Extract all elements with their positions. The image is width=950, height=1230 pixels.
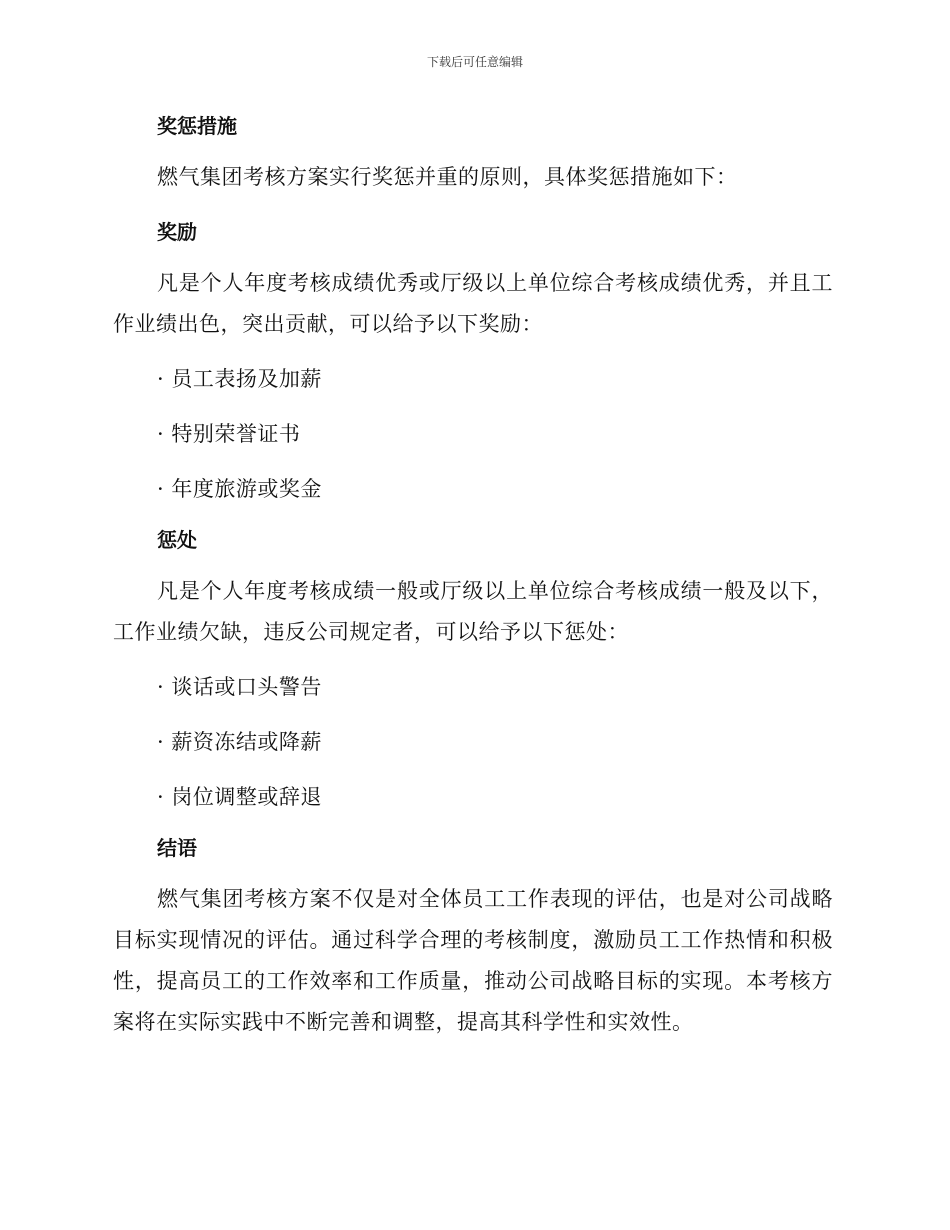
- paragraph-reward: 凡是个人年度考核成绩优秀或厅级以上单位综合考核成绩优秀，并且工作业绩出色，突出贡献，可以给予以下奖励：: [113, 271, 833, 336]
- heading-penalty: 惩处: [157, 528, 197, 552]
- paragraph-penalty: 凡是个人年度考核成绩一般或厅级以上单位综合考核成绩一般及以下，工作业绩欠缺，违反公司规定者，可以给予以下惩处：: [113, 579, 833, 644]
- list-item-reward-2: · 特别荣誉证书: [157, 422, 301, 446]
- heading-reward: 奖励: [157, 220, 197, 244]
- list-item-penalty-3: · 岗位调整或辞退: [157, 785, 322, 809]
- list-item-penalty-2: · 薪资冻结或降薪: [157, 730, 322, 754]
- list-item-reward-3: · 年度旅游或奖金: [157, 477, 322, 501]
- document-body: [113, 108, 833, 1043]
- list-item-reward-1: · 员工表扬及加薪: [157, 367, 322, 391]
- paragraph-conclusion: 燃气集团考核方案不仅是对全体员工工作表现的评估，也是对公司战略目标实现情况的评估。通过科学合理的考核制度，激励员工工作热情和积极性，提高员工的工作效率和工作质量，推动公司战略目标的实现。本考核方案将在实际实践中不断完善和调整，提高其科学性和实效性。: [113, 887, 833, 1034]
- paragraph-measures-intro: 燃气集团考核方案实行奖惩并重的原则，具体奖惩措施如下：: [157, 165, 738, 189]
- heading-measures: 奖惩措施: [157, 114, 237, 138]
- page-header: 下载后可任意编辑: [426, 55, 523, 69]
- heading-conclusion: 结语: [157, 836, 197, 860]
- list-item-penalty-1: · 谈话或口头警告: [157, 675, 322, 699]
